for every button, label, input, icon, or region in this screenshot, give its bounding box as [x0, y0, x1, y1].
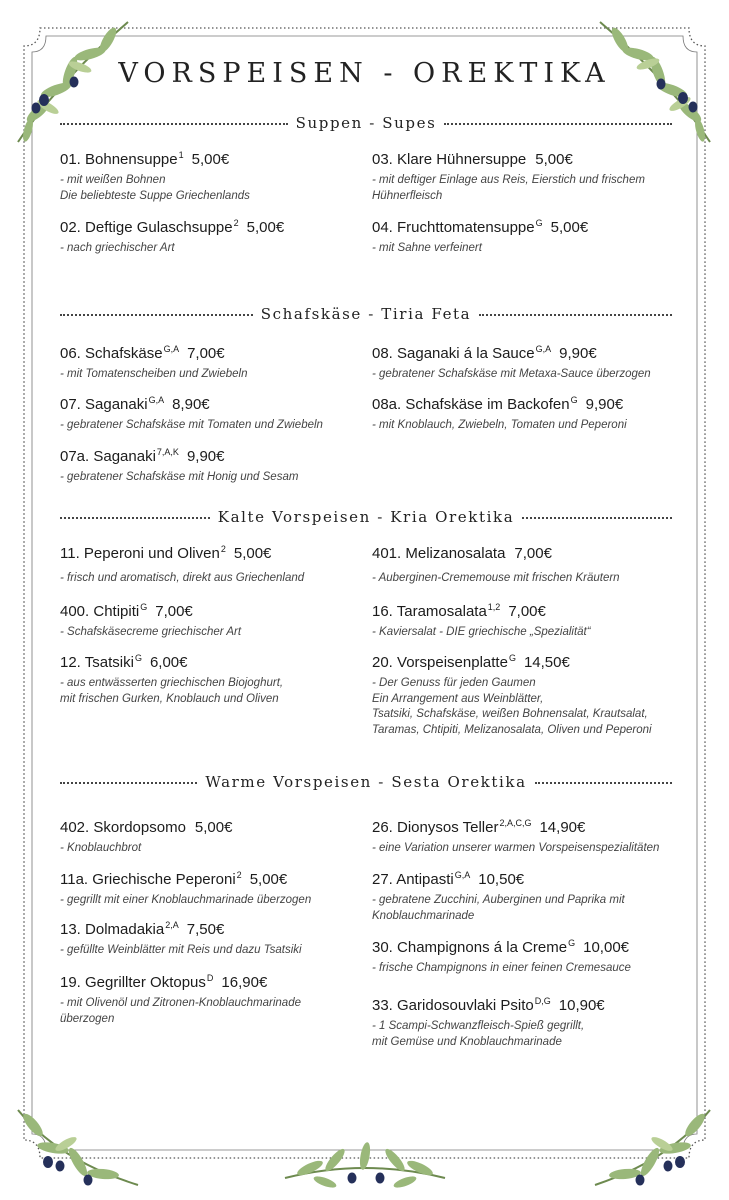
item-name: 01. Bohnensuppe — [60, 151, 178, 168]
item-name: 08a. Schafskäse im Backofen — [372, 396, 570, 413]
menu-item — [60, 447, 390, 486]
item-name: 11a. Griechische Peperoni — [60, 871, 236, 888]
section-title: Kalte Vorspeisen - Kria Orektika — [217, 508, 515, 526]
item-name-row — [60, 653, 390, 671]
item-name: 33. Garidosouvlaki Psito — [372, 997, 534, 1014]
item-name: 03. Klare Hühnersuppe — [372, 151, 527, 168]
item-description: - aus entwässerten griechischen Biojoghurt, mit frischen Gurken, Knoblauch und Oliven — [60, 677, 284, 705]
item-name-row — [372, 938, 702, 956]
allergen-code: G,A — [535, 344, 552, 354]
item-name-row — [60, 818, 390, 836]
item-description: - 1 Scampi-Schwanzfleisch-Spieß gegrillt, mit Gemüse und Knoblauchmarinade — [372, 1020, 585, 1048]
section-header-warme-vorspeisen — [60, 772, 672, 792]
item-name: 11. Peperoni und Oliven — [60, 545, 220, 562]
item-price: 14,50€ — [523, 654, 570, 671]
allergen-code: 2,A,C,G — [499, 818, 532, 828]
allergen-code: 2 — [233, 218, 239, 228]
section-title: Warme Vorspeisen - Sesta Orektika — [205, 773, 527, 791]
section-header-suppen — [60, 113, 672, 133]
item-price: 10,90€ — [558, 997, 605, 1014]
allergen-code: 1,2 — [487, 602, 501, 612]
item-price: 7,00€ — [187, 345, 225, 362]
item-name-row — [372, 870, 702, 888]
item-name-row — [60, 447, 390, 465]
item-name: 400. Chtipiti — [60, 603, 140, 620]
item-name: 30. Champignons á la Creme — [372, 939, 568, 956]
item-name: 16. Taramosalata — [372, 603, 487, 620]
menu-item — [372, 544, 702, 587]
item-name: 02. Deftige Gulaschsuppe — [60, 219, 233, 236]
allergen-code: G — [535, 218, 543, 228]
item-name: 04. Fruchttomatensuppe — [372, 219, 535, 236]
item-price: 6,00€ — [149, 654, 188, 671]
allergen-code: 7,A,K — [156, 447, 179, 457]
item-name-row — [372, 653, 702, 671]
olive-branch-bottom-left-icon — [8, 1100, 143, 1195]
item-name: 13. Dolmadakia — [60, 921, 165, 938]
allergen-code: D — [206, 973, 214, 983]
item-name: 07a. Saganaki — [60, 448, 156, 465]
allergen-code: G — [134, 653, 142, 663]
item-description: - gefüllte Weinblätter mit Reis und dazu Tsatsiki — [60, 944, 302, 956]
menu-item — [60, 818, 390, 857]
item-description: - gebratener Schafskäse mit Tomaten und Zwiebeln — [60, 419, 323, 431]
item-description: - Knoblauchbrot — [60, 842, 142, 854]
menu-item — [60, 602, 390, 641]
olive-branch-bottom-right-icon — [590, 1100, 720, 1195]
item-description: - nach griechischer Art — [60, 242, 175, 254]
item-name-row — [60, 920, 390, 938]
item-price: 8,90€ — [172, 396, 210, 413]
menu-item — [60, 973, 390, 1027]
item-description: - Kaviersalat - DIE griechische „Spezialität“ — [372, 626, 591, 638]
item-description: - gebratene Zucchini, Auberginen und Paprika mit Knoblauchmarinade — [372, 894, 625, 922]
item-price: 5,00€ — [535, 151, 573, 168]
item-price: 5,00€ — [194, 819, 233, 836]
item-name-row — [372, 544, 702, 562]
section-header-schafskaese — [60, 304, 672, 324]
item-name-row — [372, 602, 702, 620]
item-description: - frische Champignons in einer feinen Cremesauce — [372, 962, 631, 974]
item-price: 16,90€ — [221, 974, 268, 991]
item-name: 26. Dionysos Teller — [372, 819, 499, 836]
menu-item — [372, 150, 702, 204]
item-description: - mit Sahne verfeinert — [372, 242, 482, 254]
item-description: - mit Knoblauch, Zwiebeln, Tomaten und Peperoni — [372, 419, 627, 431]
item-description: - mit weißen Bohnen Die beliebteste Suppe Griechenlands — [60, 174, 250, 202]
section-title: Schafskäse - Tiria Feta — [260, 305, 472, 323]
item-name-row — [372, 818, 702, 836]
menu-item — [60, 544, 390, 587]
menu-item — [60, 344, 390, 383]
dotted-rule — [479, 314, 672, 316]
allergen-code: G,A — [163, 344, 180, 354]
menu-item — [372, 818, 702, 857]
olive-branch-bottom-center-icon — [280, 1138, 450, 1198]
item-name-row — [60, 973, 390, 991]
dotted-rule — [60, 314, 253, 316]
section-title: Suppen - Supes — [295, 114, 437, 132]
item-name: 27. Antipasti — [372, 871, 454, 888]
item-description: - gebratener Schafskäse mit Metaxa-Sauce überzogen — [372, 368, 651, 380]
item-price: 7,00€ — [514, 545, 552, 562]
item-price: 7,00€ — [508, 603, 546, 620]
menu-item — [372, 653, 702, 738]
allergen-code: G,A — [148, 395, 165, 405]
menu-item — [60, 218, 390, 257]
item-name-row — [60, 344, 390, 362]
dotted-rule — [60, 782, 197, 784]
item-price: 7,00€ — [155, 603, 193, 620]
menu-item — [372, 395, 702, 434]
item-description: - Der Genuss für jeden Gaumen Ein Arrangement aus Weinblätter, Tsatsiki, Schafskäse, weißen Bohnensalat, Krautsalat, Taramas, Chtipiti, Melizanosalata, Oliven und Peperoni — [372, 677, 652, 736]
allergen-code: 2,A — [165, 920, 179, 930]
item-name-row — [372, 996, 702, 1014]
item-description: - Auberginen-Crememouse mit frischen Kräutern — [372, 572, 620, 584]
item-name-row — [372, 218, 702, 236]
item-description: - frisch und aromatisch, direkt aus Griechenland — [60, 572, 305, 584]
item-description: - Schafskäsecreme griechischer Art — [60, 626, 242, 638]
allergen-code: D,G — [534, 996, 551, 1006]
menu-item — [372, 218, 702, 257]
item-name: 07. Saganaki — [60, 396, 148, 413]
item-name-row — [60, 395, 390, 413]
item-name: 12. Tsatsiki — [60, 654, 134, 671]
menu-item — [372, 344, 702, 383]
item-description: - gegrillt mit einer Knoblauchmarinade überzogen — [60, 894, 312, 906]
item-name-row — [372, 150, 702, 168]
menu-item — [60, 870, 390, 909]
allergen-code: G,A — [454, 870, 471, 880]
item-price: 9,90€ — [186, 448, 225, 465]
dotted-rule — [60, 517, 210, 519]
menu-item — [372, 602, 702, 641]
item-price: 10,00€ — [583, 939, 630, 956]
item-price: 9,90€ — [559, 345, 597, 362]
menu-item — [60, 653, 390, 707]
dotted-rule — [60, 123, 288, 125]
allergen-code: G — [570, 395, 578, 405]
item-description: - mit Olivenöl und Zitronen-Knoblauchmarinade überzogen — [60, 997, 301, 1025]
item-name-row — [60, 150, 390, 168]
item-price: 5,00€ — [550, 219, 589, 236]
allergen-code: G — [568, 938, 576, 948]
dotted-rule — [444, 123, 672, 125]
item-price: 5,00€ — [249, 871, 288, 888]
item-name-row — [60, 870, 390, 888]
allergen-code: 1 — [178, 150, 184, 160]
item-name-row — [60, 602, 390, 620]
item-name-row — [60, 218, 390, 236]
item-name-row — [60, 544, 390, 562]
item-description: - eine Variation unserer warmen Vorspeisenspezialitäten — [372, 842, 660, 854]
item-name: 19. Gegrillter Oktopus — [60, 974, 206, 991]
allergen-code: G — [508, 653, 516, 663]
item-name: 402. Skordopsomo — [60, 819, 186, 836]
item-name: 06. Schafskäse — [60, 345, 163, 362]
item-description: - mit Tomatenscheiben und Zwiebeln — [60, 368, 248, 380]
item-description: - mit deftiger Einlage aus Reis, Eierstich und frischem Hühnerfleisch — [372, 174, 645, 202]
menu-item — [372, 870, 702, 924]
dotted-rule — [535, 782, 672, 784]
item-name-row — [372, 344, 702, 362]
menu-item — [60, 920, 390, 959]
item-price: 10,50€ — [478, 871, 525, 888]
allergen-code: 2 — [236, 870, 242, 880]
item-name-row — [372, 395, 702, 413]
item-price: 5,00€ — [191, 151, 230, 168]
item-price: 5,00€ — [233, 545, 272, 562]
allergen-code: G — [140, 602, 148, 612]
menu-item — [372, 996, 702, 1050]
allergen-code: 2 — [220, 544, 226, 554]
item-name: 08. Saganaki á la Sauce — [372, 345, 535, 362]
menu-title: VORSPEISEN - OREKTIKA — [118, 58, 611, 89]
item-price: 14,90€ — [539, 819, 586, 836]
item-price: 7,50€ — [186, 921, 225, 938]
menu-item — [372, 938, 702, 977]
item-price: 9,90€ — [585, 396, 624, 413]
section-header-kalte-vorspeisen — [60, 507, 672, 527]
item-name: 20. Vorspeisenplatte — [372, 654, 508, 671]
item-name: 401. Melizanosalata — [372, 545, 506, 562]
menu-item — [60, 395, 390, 434]
dotted-rule — [522, 517, 672, 519]
menu-item — [60, 150, 390, 204]
item-price: 5,00€ — [246, 219, 285, 236]
item-description: - gebratener Schafskäse mit Honig und Sesam — [60, 471, 299, 483]
